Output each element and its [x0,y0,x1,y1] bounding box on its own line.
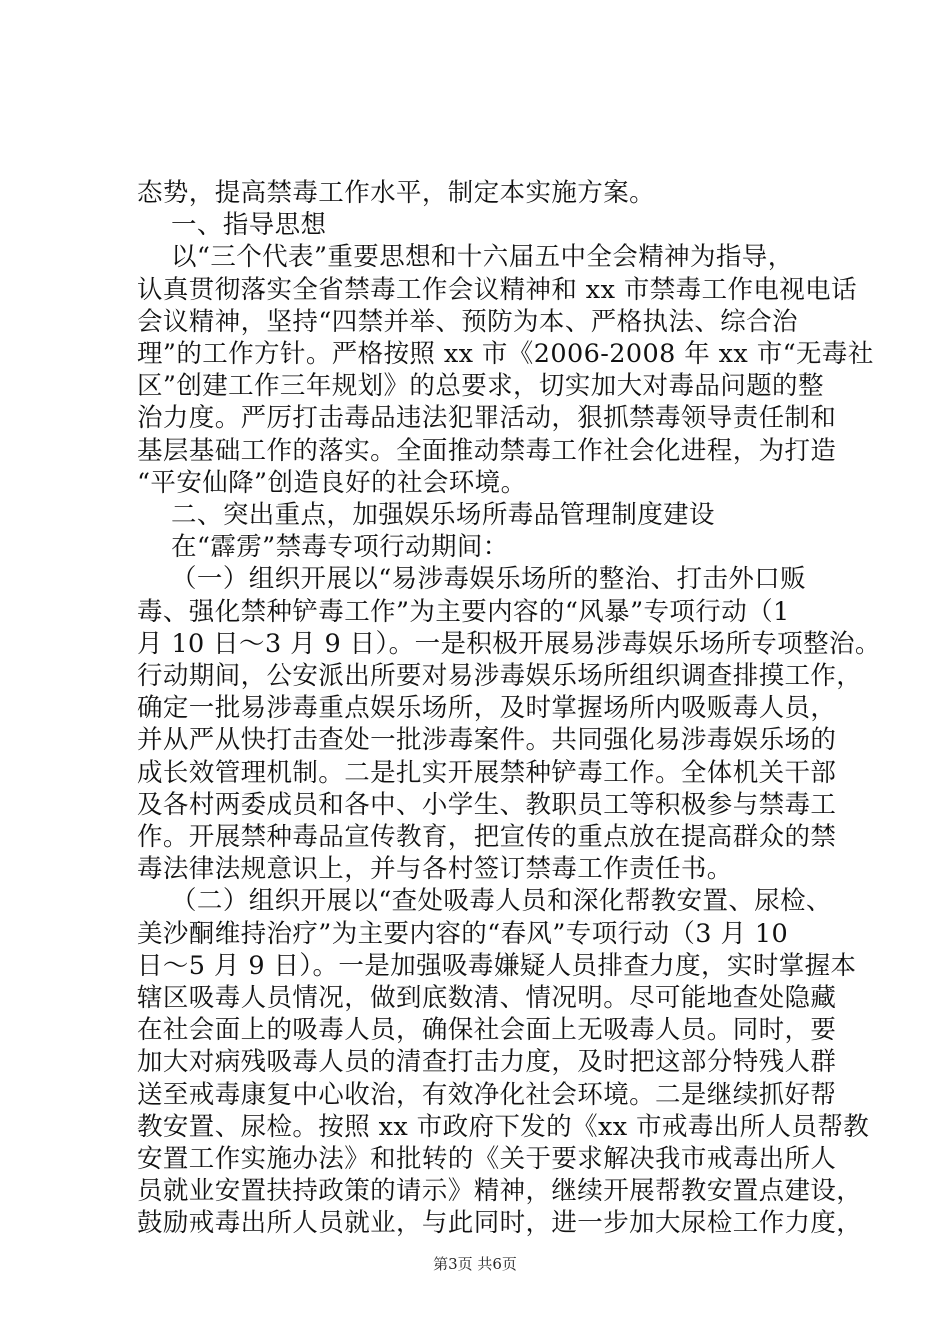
text-line: 确定一批易涉毒重点娱乐场所，及时掌握场所内吸贩毒人员， [137,693,837,724]
text-line: 会议精神，坚持“四禁并举、预防为本、严格执法、综合治 [137,306,798,337]
text-line: 美沙酮维持治疗”为主要内容的“春风”专项行动（3 月 10 [137,918,789,949]
text-line: 月 10 日～3 月 9 日）。一是积极开展易涉毒娱乐场所专项整治。 [137,628,881,659]
text-line: 行动期间，公安派出所要对易涉毒娱乐场所组织调查排摸工作， [137,661,863,691]
text-line: 作。开展禁种毒品宣传教育，把宣传的重点放在提高群众的禁 [137,822,837,852]
text-line: 态势，提高禁毒工作水平，制定本实施方案。 [137,178,656,208]
text-line: 在社会面上的吸毒人员，确保社会面上无吸毒人员。同时，要 [137,1015,837,1046]
text-line: 安置工作实施办法》和批转的《关于要求解决我市戒毒出所人 [137,1144,837,1174]
text-line: 理”的工作方针。严格按照 xx 市《2006-2008 年 xx 市“无毒社 [137,339,874,369]
text-line: （二）组织开展以“查处吸毒人员和深化帮教安置、尿检、 [137,886,832,917]
text-line: 成长效管理机制。二是扎实开展禁种铲毒工作。全体机关干部 [137,757,837,788]
text-line: 一、指导思想 [137,210,327,241]
text-line: 二、突出重点，加强娱乐场所毒品管理制度建设 [137,500,715,530]
text-line: （一）组织开展以“易涉毒娱乐场所的整治、打击外口贩 [137,564,807,595]
text-line: 并从严从快打击查处一批涉毒案件。共同强化易涉毒娱乐场的 [137,725,837,756]
text-line: 教安置、尿检。按照 xx 市政府下发的《xx 市戒毒出所人员帮教 [137,1111,870,1142]
text-line: 认真贯彻落实全省禁毒工作会议精神和 xx 市禁毒工作电视电话 [137,274,857,305]
text-line: 鼓励戒毒出所人员就业，与此同时，进一步加大尿检工作力度， [137,1208,863,1239]
text-line: 在“霹雳”禁毒专项行动期间： [137,532,509,563]
text-line: 区”创建工作三年规划》的总要求，切实加大对毒品问题的整 [137,371,824,402]
text-line: 毒、强化禁种铲毒工作”为主要内容的“风暴”专项行动（1 [137,596,790,627]
text-line: 以“三个代表”重要思想和十六届五中全会精神为指导， [137,242,794,273]
text-line: 及各村两委成员和各中、小学生、教职员工等积极参与禁毒工 [137,789,837,820]
text-line: 日～5 月 9 日）。一是加强吸毒嫌疑人员排查力度，实时掌握本 [137,950,857,981]
text-line: 加大对病残吸毒人员的清查打击力度，及时把这部分特残人群 [137,1047,837,1078]
text-line: 治力度。严厉打击毒品违法犯罪活动，狠抓禁毒领导责任制和 [137,403,837,434]
page-footer: 第3页 共6页 [433,1255,517,1273]
text-line: 员就业安置扶持政策的请示》精神，继续开展帮教安置点建设， [137,1176,863,1207]
text-line: 辖区吸毒人员情况，做到底数清、情况明。尽可能地查处隐藏 [137,983,837,1013]
text-line: 送至戒毒康复中心收治，有效净化社会环境。二是继续抓好帮 [137,1079,837,1110]
text-line: “平安仙降”创造良好的社会环境。 [137,467,527,498]
text-line: 基层基础工作的落实。全面推动禁毒工作社会化进程，为打造 [137,435,837,466]
text-line: 毒法律法规意识上，并与各村签订禁毒工作责任书。 [137,854,733,885]
